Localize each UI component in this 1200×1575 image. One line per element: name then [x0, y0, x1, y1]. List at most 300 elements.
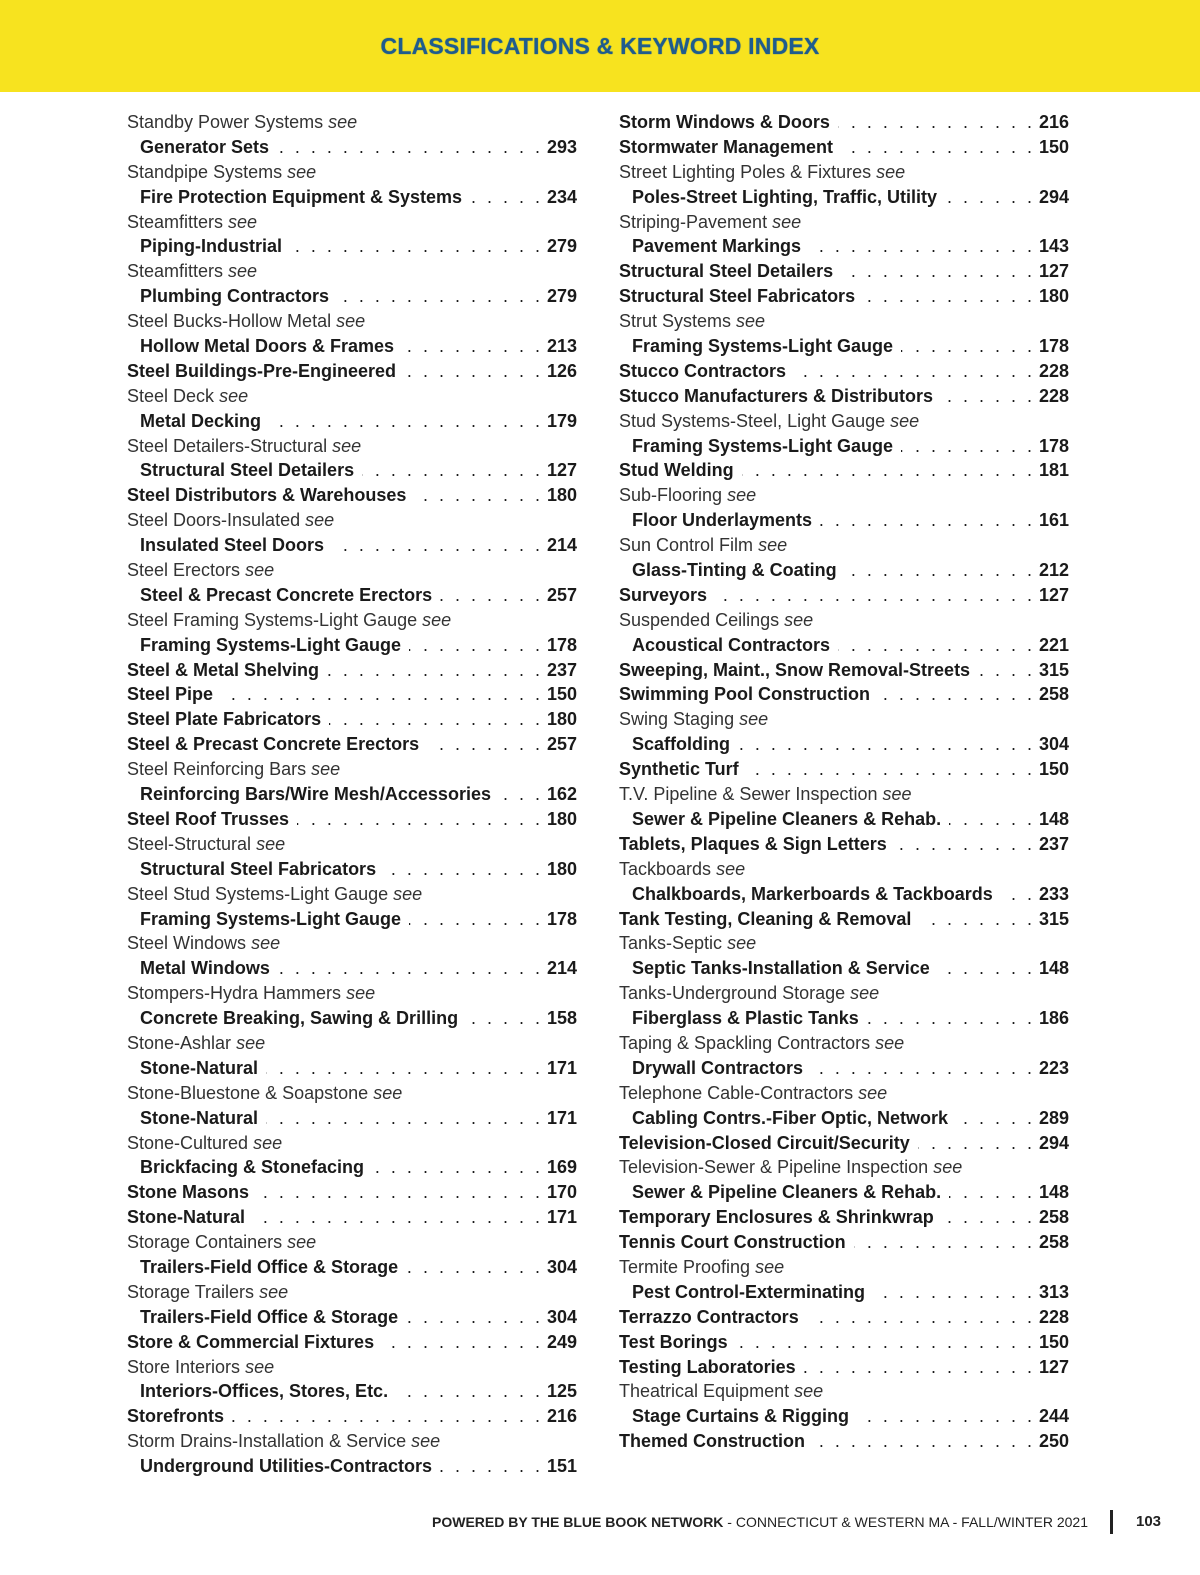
see-word: see [336, 311, 366, 332]
dot-leader [253, 1205, 543, 1230]
entry-page-number: 258 [1038, 684, 1069, 705]
see-word: see [328, 112, 358, 132]
entry-name: Cabling Contrs.-Fiber Optic, Network [632, 1107, 949, 1128]
entry-name: Framing Systems-Light Gauge [140, 908, 402, 929]
see-word: see [772, 211, 802, 232]
index-entry [619, 384, 1069, 409]
entry-page-number: 127 [1038, 1356, 1069, 1377]
index-entry-target [619, 956, 1069, 981]
entry-name: Chalkboards, Markerboards & Tackboards [632, 883, 993, 904]
see-reference-text: Stone-Cultured [127, 1132, 249, 1153]
see-word: see [411, 1431, 441, 1452]
header-banner [0, 0, 1200, 92]
entry-name: Store & Commercial Fixtures [127, 1331, 375, 1352]
entry-name: Test Borings [619, 1331, 728, 1352]
see-reference-text: Tanks-Septic [619, 933, 723, 954]
entry-page-number: 127 [1038, 584, 1069, 605]
dot-leader [414, 483, 543, 508]
dot-leader [820, 508, 1035, 533]
see-word: see [727, 485, 757, 506]
entry-name: Trailers-Field Office & Storage [140, 1306, 399, 1327]
index-see-reference [619, 1379, 1069, 1404]
dot-leader [715, 583, 1035, 608]
entry-page-number: 315 [1038, 659, 1069, 680]
see-reference-text: T.V. Pipeline & Sewer Inspection [619, 784, 878, 805]
index-entry-target [619, 1404, 1069, 1429]
entry-name: Fiberglass & Plastic Tanks [632, 1008, 859, 1029]
index-entry-target [619, 1180, 1069, 1205]
see-reference-text: Standpipe Systems [127, 161, 283, 182]
index-see-reference [619, 931, 1069, 956]
dot-leader [809, 234, 1035, 259]
entry-page-number: 150 [546, 684, 577, 705]
entry-name: Stone-Natural [140, 1057, 259, 1078]
index-entry [127, 359, 577, 384]
dot-leader [873, 1280, 1035, 1305]
index-entry [619, 907, 1069, 932]
page-title: CLASSIFICATIONS & KEYWORD INDEX [380, 33, 820, 59]
index-entry-target [127, 135, 577, 160]
entry-name: Tablets, Plaques & Sign Letters [619, 833, 887, 854]
see-reference-text: Striping-Pavement [619, 211, 768, 232]
entry-name: Testing Laboratories [619, 1356, 796, 1377]
index-entry-target [619, 732, 1069, 757]
entry-page-number: 228 [1038, 360, 1069, 381]
index-entry-target [127, 1454, 577, 1479]
dot-leader [372, 1155, 543, 1180]
index-entry [127, 1180, 577, 1205]
entry-name: Fire Protection Equipment & Systems [140, 186, 463, 207]
index-entry [619, 1305, 1069, 1330]
entry-page-number: 178 [1038, 336, 1069, 357]
see-reference-text: Standby Power Systems [127, 112, 324, 132]
entry-name: Sewer & Pipeline Cleaners & Rehab. [632, 1182, 942, 1203]
index-entry [127, 1205, 577, 1230]
entry-page-number: 127 [1038, 261, 1069, 282]
index-entry-target [619, 882, 1069, 907]
entry-name: Concrete Breaking, Sawing & Drilling [140, 1008, 459, 1029]
index-entry [619, 458, 1069, 483]
entry-name: Plumbing Contractors [140, 286, 330, 307]
index-see-reference [127, 1081, 577, 1106]
entry-page-number: 150 [1038, 136, 1069, 157]
entry-name: Themed Construction [619, 1431, 806, 1452]
entry-page-number: 250 [1038, 1431, 1069, 1452]
index-see-reference [619, 1155, 1069, 1180]
entry-name: Framing Systems-Light Gauge [140, 634, 402, 655]
dot-leader [807, 1305, 1035, 1330]
see-word: see [716, 858, 746, 879]
index-entry [619, 1355, 1069, 1380]
dot-leader [406, 1255, 543, 1280]
entry-name: Terrazzo Contractors [619, 1306, 799, 1327]
entry-name: Stage Curtains & Rigging [632, 1406, 850, 1427]
index-see-reference [127, 832, 577, 857]
dot-leader [949, 807, 1035, 832]
entry-page-number: 170 [546, 1182, 577, 1203]
see-word: see [219, 385, 249, 406]
dot-leader [327, 658, 543, 683]
footer-divider [1110, 1510, 1113, 1534]
index-entry [127, 732, 577, 757]
see-word: see [245, 1356, 275, 1377]
entry-page-number: 127 [546, 460, 577, 481]
index-see-reference [619, 707, 1069, 732]
see-reference-text: Swing Staging [619, 709, 735, 730]
see-reference-text: Steel Framing Systems-Light Gauge [127, 609, 418, 630]
entry-name: Structural Steel Fabricators [619, 286, 856, 307]
see-word: see [876, 161, 906, 182]
entry-page-number: 178 [546, 908, 577, 929]
see-reference-text: Taping & Spackling Contractors [619, 1032, 871, 1053]
see-word: see [755, 1256, 785, 1277]
index-see-reference [619, 782, 1069, 807]
entry-name: Structural Steel Detailers [140, 460, 355, 481]
index-entry-target [619, 334, 1069, 359]
page-number: 103 [1136, 1513, 1162, 1530]
entry-name: Tank Testing, Cleaning & Removal [619, 908, 912, 929]
see-word: see [228, 261, 258, 282]
see-word: see [259, 1281, 289, 1302]
entry-page-number: 313 [1038, 1281, 1069, 1302]
entry-page-number: 244 [1038, 1406, 1069, 1427]
dot-leader [841, 135, 1035, 160]
index-entry [127, 707, 577, 732]
entry-name: Stone-Natural [140, 1107, 259, 1128]
entry-page-number: 162 [546, 784, 577, 805]
index-column-left [127, 110, 577, 1479]
index-entry [619, 1330, 1069, 1355]
index-entry-target [619, 508, 1069, 533]
entry-page-number: 257 [546, 584, 577, 605]
see-reference-text: Television-Sewer & Pipeline Inspection [619, 1157, 929, 1178]
index-see-reference [619, 210, 1069, 235]
index-see-reference [619, 1081, 1069, 1106]
dot-leader [942, 1205, 1035, 1230]
index-entry [127, 483, 577, 508]
dot-leader [1001, 882, 1035, 907]
see-reference-text: Steel Windows [127, 933, 247, 954]
see-reference-text: Steamfitters [127, 211, 224, 232]
index-entry [619, 658, 1069, 683]
entry-name: Trailers-Field Office & Storage [140, 1256, 399, 1277]
see-reference-text: Storage Containers [127, 1232, 283, 1253]
index-see-reference [127, 1031, 577, 1056]
entry-name: Steel Roof Trusses [127, 808, 290, 829]
dot-leader [941, 384, 1035, 409]
index-entry [619, 284, 1069, 309]
dot-leader [811, 1056, 1035, 1081]
entry-page-number: 178 [546, 634, 577, 655]
dot-leader [804, 1355, 1035, 1380]
entry-name: Structural Steel Fabricators [140, 858, 377, 879]
index-see-reference [127, 981, 577, 1006]
index-column-right [619, 110, 1069, 1454]
entry-name: Brickfacing & Stonefacing [140, 1157, 365, 1178]
dot-leader [382, 1330, 543, 1355]
dot-leader [956, 1106, 1035, 1131]
index-see-reference [127, 110, 577, 135]
dot-leader [257, 1180, 543, 1205]
dot-leader [919, 907, 1035, 932]
dot-leader [736, 1330, 1035, 1355]
entry-name: Framing Systems-Light Gauge [632, 435, 894, 456]
see-word: see [287, 161, 317, 182]
see-reference-text: Steamfitters [127, 261, 224, 282]
entry-page-number: 179 [546, 410, 577, 431]
dot-leader [499, 782, 543, 807]
dot-leader [901, 434, 1035, 459]
index-entry-target [127, 234, 577, 259]
see-word: see [850, 983, 880, 1004]
entry-page-number: 249 [546, 1331, 577, 1352]
dot-leader [949, 1180, 1035, 1205]
index-entry-target [127, 533, 577, 558]
see-word: see [251, 933, 281, 954]
see-word: see [875, 1032, 905, 1053]
index-entry-target [127, 583, 577, 608]
footer-text [432, 1514, 1088, 1530]
entry-name: Floor Underlayments [632, 510, 813, 531]
entry-name: Reinforcing Bars/Wire Mesh/Accessories [140, 784, 491, 805]
entry-page-number: 150 [1038, 1331, 1069, 1352]
entry-page-number: 294 [1038, 1132, 1069, 1153]
index-entry [619, 135, 1069, 160]
index-see-reference [619, 1031, 1069, 1056]
index-entry [619, 682, 1069, 707]
entry-name: Stone Masons [127, 1182, 250, 1203]
see-word: see [332, 435, 362, 456]
index-entry [127, 658, 577, 683]
index-see-reference [127, 882, 577, 907]
footer-brand: POWERED BY THE BLUE BOOK NETWORK [432, 1514, 724, 1530]
dot-leader [738, 732, 1035, 757]
index-entry-target [127, 409, 577, 434]
entry-name: Stucco Contractors [619, 360, 787, 381]
entry-page-number: 126 [546, 360, 577, 381]
index-see-reference [619, 981, 1069, 1006]
index-see-reference [127, 434, 577, 459]
see-reference-text: Steel Stud Systems-Light Gauge [127, 883, 389, 904]
index-entry-target [619, 558, 1069, 583]
dot-leader [440, 583, 543, 608]
index-see-reference [127, 757, 577, 782]
entry-page-number: 216 [1038, 112, 1069, 132]
dot-leader [838, 110, 1035, 135]
entry-name: Steel & Precast Concrete Erectors [140, 584, 433, 605]
entry-name: Storefronts [127, 1406, 225, 1427]
index-see-reference [127, 608, 577, 633]
see-word: see [393, 883, 423, 904]
entry-page-number: 289 [1038, 1107, 1069, 1128]
entry-name: Acoustical Contractors [632, 634, 831, 655]
index-entry-target [127, 633, 577, 658]
index-entry-target [619, 1056, 1069, 1081]
entry-page-number: 214 [546, 535, 577, 556]
entry-page-number: 180 [1038, 286, 1069, 307]
entry-page-number: 171 [546, 1057, 577, 1078]
entry-name: Steel & Precast Concrete Erectors [127, 734, 420, 755]
index-see-reference [127, 384, 577, 409]
index-entry-target [127, 1056, 577, 1081]
entry-name: Sweeping, Maint., Snow Removal-Streets [619, 659, 971, 680]
dot-leader [794, 359, 1035, 384]
index-entry [619, 1230, 1069, 1255]
entry-name: Interiors-Offices, Stores, Etc. [140, 1381, 389, 1402]
index-entry-target [127, 334, 577, 359]
entry-page-number: 150 [1038, 759, 1069, 780]
index-entry-target [127, 1006, 577, 1031]
index-entry [619, 259, 1069, 284]
index-see-reference [127, 1230, 577, 1255]
see-word: see [794, 1381, 824, 1402]
see-reference-text: Tackboards [619, 858, 712, 879]
see-word: see [758, 535, 788, 556]
index-entry-target [619, 1106, 1069, 1131]
see-word: see [228, 211, 258, 232]
entry-name: Poles-Street Lighting, Traffic, Utility [632, 186, 938, 207]
entry-page-number: 169 [546, 1157, 577, 1178]
see-reference-text: Termite Proofing [619, 1256, 751, 1277]
index-see-reference [127, 210, 577, 235]
dot-leader [857, 1404, 1035, 1429]
entry-name: Steel Distributors & Warehouses [127, 485, 407, 506]
index-entry-target [619, 1280, 1069, 1305]
entry-page-number: 258 [1038, 1232, 1069, 1253]
entry-name: Metal Windows [140, 958, 270, 979]
dot-leader [841, 259, 1035, 284]
index-see-reference [127, 508, 577, 533]
dot-leader [337, 284, 543, 309]
see-word: see [784, 609, 814, 630]
index-entry-target [619, 434, 1069, 459]
index-see-reference [127, 309, 577, 334]
see-reference-text: Sub-Flooring [619, 485, 723, 506]
dot-leader [409, 633, 543, 658]
index-see-reference [619, 608, 1069, 633]
see-word: see [373, 1082, 403, 1103]
see-word: see [253, 1132, 283, 1153]
entry-page-number: 216 [546, 1406, 577, 1427]
entry-page-number: 161 [1038, 510, 1069, 531]
index-see-reference [619, 309, 1069, 334]
entry-page-number: 293 [546, 136, 577, 157]
see-reference-text: Street Lighting Poles & Fixtures [619, 161, 872, 182]
see-reference-text: Theatrical Equipment [619, 1381, 790, 1402]
index-entry-target [127, 1255, 577, 1280]
index-see-reference [127, 931, 577, 956]
index-see-reference [127, 558, 577, 583]
entry-page-number: 279 [546, 286, 577, 307]
dot-leader [742, 458, 1035, 483]
index-entry [619, 1205, 1069, 1230]
entry-name: Synthetic Turf [619, 759, 739, 780]
index-entry [127, 1330, 577, 1355]
see-reference-text: Stompers-Hydra Hammers [127, 983, 342, 1004]
entry-page-number: 212 [1038, 560, 1069, 581]
dot-leader [362, 458, 543, 483]
entry-page-number: 148 [1038, 1182, 1069, 1203]
entry-page-number: 143 [1038, 236, 1069, 257]
entry-page-number: 228 [1038, 385, 1069, 406]
entry-name: Underground Utilities-Contractors [140, 1456, 433, 1477]
see-word: see [890, 410, 920, 431]
index-see-reference [619, 483, 1069, 508]
dot-leader [867, 1006, 1035, 1031]
index-entry-target [127, 1106, 577, 1131]
entry-page-number: 304 [546, 1306, 577, 1327]
see-word: see [858, 1082, 888, 1103]
dot-leader [838, 633, 1035, 658]
index-see-reference [619, 1255, 1069, 1280]
entry-name: Stud Welding [619, 460, 734, 481]
entry-page-number: 148 [1038, 808, 1069, 829]
dot-leader [406, 1305, 543, 1330]
entry-page-number: 258 [1038, 1207, 1069, 1228]
see-reference-text: Stone-Bluestone & Soapstone [127, 1082, 369, 1103]
entry-page-number: 234 [546, 186, 577, 207]
dot-leader [409, 907, 543, 932]
entry-name: Television-Closed Circuit/Security [619, 1132, 910, 1153]
entry-page-number: 237 [546, 659, 577, 680]
see-reference-text: Steel Detailers-Structural [127, 435, 328, 456]
index-entry [619, 583, 1069, 608]
entry-name: Steel & Metal Shelving [127, 659, 320, 680]
dot-leader [440, 1454, 543, 1479]
dot-leader [402, 334, 543, 359]
dot-leader [470, 185, 543, 210]
entry-page-number: 158 [546, 1008, 577, 1029]
index-entry-target [127, 1379, 577, 1404]
index-entry-target [619, 807, 1069, 832]
index-see-reference [619, 533, 1069, 558]
entry-name: Glass-Tinting & Coating [632, 560, 837, 581]
index-entry-target [127, 185, 577, 210]
index-see-reference [127, 1429, 577, 1454]
entry-page-number: 180 [546, 709, 577, 730]
page-footer [0, 1510, 1200, 1534]
dot-leader [854, 1230, 1035, 1255]
dot-leader [232, 1404, 543, 1429]
entry-name: Structural Steel Detailers [619, 261, 834, 282]
index-entry-target [127, 1305, 577, 1330]
dot-leader [266, 1106, 543, 1131]
entry-name: Storm Windows & Doors [619, 112, 830, 132]
dot-leader [277, 135, 543, 160]
entry-page-number: 228 [1038, 1306, 1069, 1327]
index-entry-target [127, 782, 577, 807]
entry-page-number: 304 [1038, 734, 1069, 755]
dot-leader [396, 1379, 543, 1404]
index-entry-target [619, 234, 1069, 259]
dot-leader [747, 757, 1035, 782]
see-word: see [311, 759, 341, 780]
dot-leader [813, 1429, 1035, 1454]
footer-edition: - CONNECTICUT & WESTERN MA - FALL/WINTER 2021 [723, 1514, 1088, 1530]
see-reference-text: Steel Doors-Insulated [127, 510, 301, 531]
see-word: see [305, 510, 335, 531]
dot-leader [221, 682, 543, 707]
entry-name: Framing Systems-Light Gauge [632, 336, 894, 357]
entry-name: Drywall Contractors [632, 1057, 804, 1078]
index-entry [619, 110, 1069, 135]
dot-leader [384, 857, 543, 882]
entry-page-number: 180 [546, 485, 577, 506]
index-see-reference [619, 857, 1069, 882]
index-entry [619, 1429, 1069, 1454]
entry-page-number: 178 [1038, 435, 1069, 456]
dot-leader [297, 807, 543, 832]
